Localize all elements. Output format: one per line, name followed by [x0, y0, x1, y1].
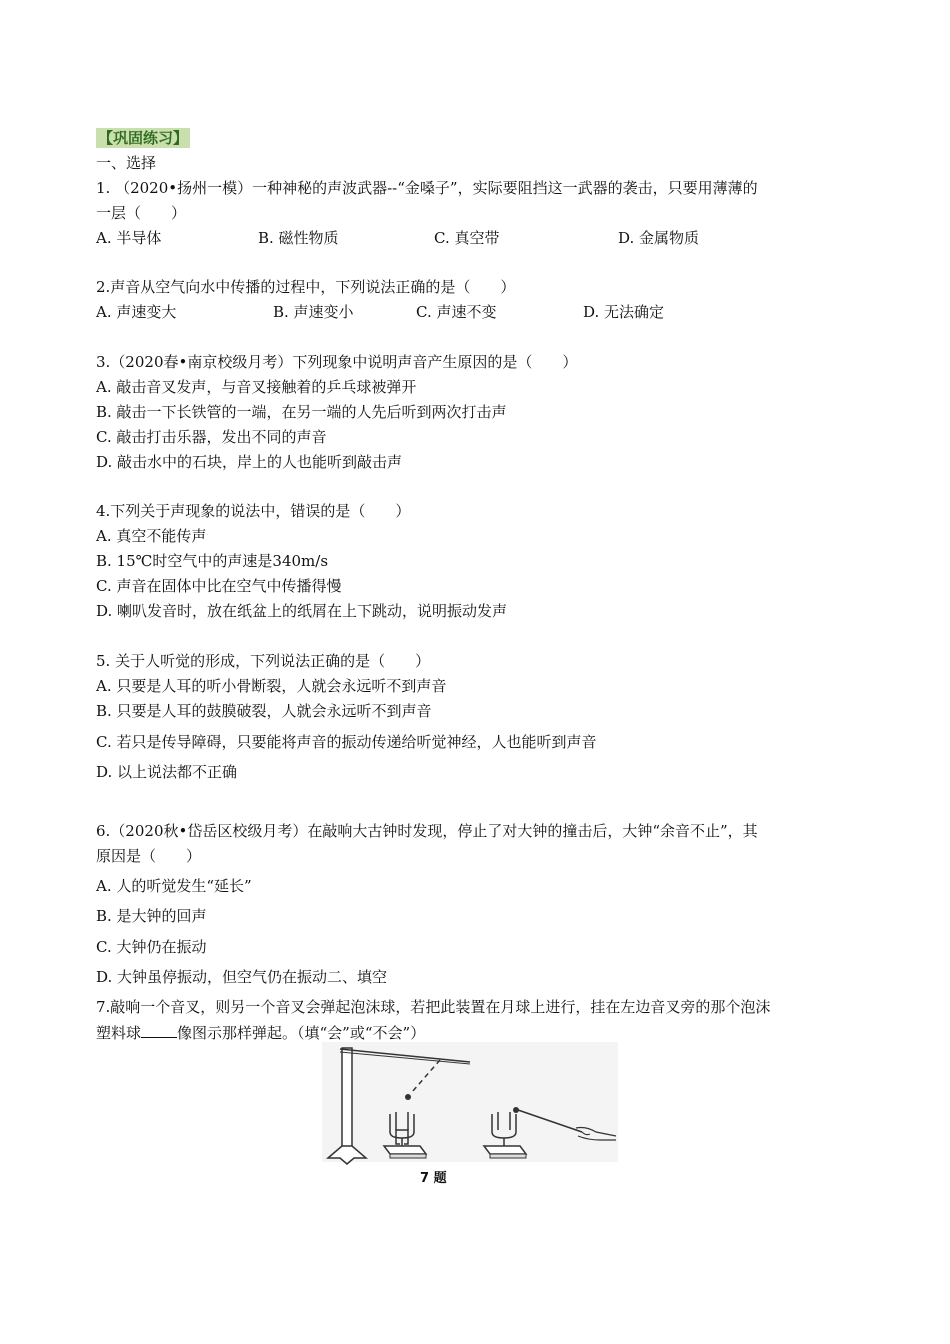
q3-option-d: D. 敲击水中的石块，岸上的人也能听到敲击声	[96, 453, 403, 471]
left-fork-base-side	[390, 1154, 426, 1158]
q1-option-b: B. 磁性物质	[258, 229, 339, 247]
q2-option-d: D. 无法确定	[583, 303, 665, 321]
q5-option-b: B. 只要是人耳的鼓膜破裂，人就会永远听不到声音	[96, 702, 432, 720]
q4-option-b: B. 15℃时空气中的声速是340m/s	[96, 552, 329, 570]
q7-answer-blank[interactable]	[141, 1022, 177, 1038]
q5-option-c: C. 若只是传导障碍，只要能将声音的振动传递给听觉神经，人也能听到声音	[96, 733, 597, 751]
section-choice: 一、选择	[96, 154, 157, 172]
left-fork-base	[384, 1146, 426, 1154]
q2-option-c: C. 声速不变	[416, 303, 497, 321]
q6-stem-line2: 原因是（ ）	[96, 847, 202, 865]
q6-stem-line1: 6.（2020秋•岱岳区校级月考）在敲响大古钟时发现，停止了对大钟的撞击后，大钟“余音不止”，其	[96, 822, 758, 840]
q2-stem: 2.声音从空气向水中传播的过程中，下列说法正确的是（ ）	[96, 278, 516, 296]
q5-stem: 5. 关于人听觉的形成，下列说法正确的是（ ）	[96, 652, 431, 670]
q1-stem-line1: 1. （2020•扬州一模）一种神秘的声波武器--“金嗓子”，实际要阻挡这一武器的袭击，只要用薄薄的	[96, 179, 758, 197]
q7-stem-line1: 7.敲响一个音叉，则另一个音叉会弹起泡沫球，若把此装置在月球上进行，挂在左边音叉旁的那个泡沫	[96, 998, 771, 1016]
q5-option-d: D. 以上说法都不正确	[96, 763, 238, 781]
foam-ball-left	[405, 1094, 411, 1100]
q3-option-a: A. 敲击音叉发声，与音叉接触着的乒乓球被弹开	[96, 378, 417, 396]
q6-option-c: C. 大钟仍在振动	[96, 938, 207, 956]
q2-option-a: A. 声速变大	[96, 303, 177, 321]
right-fork-base-side	[490, 1154, 526, 1158]
q4-option-a: A. 真空不能传声	[96, 527, 207, 545]
q4-stem: 4.下列关于声现象的说法中，错误的是（ ）	[96, 502, 411, 520]
figure-caption: 7 题	[420, 1171, 447, 1186]
q6-option-d: D. 大钟虽停振动，但空气仍在振动二、填空	[96, 968, 388, 986]
q6-option-a: A. 人的听觉发生“延长”	[96, 877, 252, 895]
q3-stem: 3.（2020春•南京校级月考）下列现象中说明声音产生原因的是（ ）	[96, 353, 578, 371]
stand-pole	[342, 1048, 352, 1152]
right-fork-base	[484, 1146, 526, 1154]
q5-option-a: A. 只要是人耳的听小骨断裂，人就会永远听不到声音	[96, 677, 447, 695]
practice-heading: 【巩固练习】	[98, 129, 189, 147]
q2-option-b: B. 声速变小	[273, 303, 354, 321]
q6-option-b: B. 是大钟的回声	[96, 907, 207, 925]
q7-stem-line2-pre: 塑料球	[96, 1024, 142, 1042]
q1-option-a: A. 半导体	[96, 229, 162, 247]
q1-option-d: D. 金属物质	[618, 229, 700, 247]
tuning-fork-figure	[320, 1040, 620, 1188]
q4-option-d: D. 喇叭发音时，放在纸盆上的纸屑在上下跳动，说明振动发声	[96, 602, 508, 620]
q4-option-c: C. 声音在固体中比在空气中传播得慢	[96, 577, 342, 595]
q3-option-b: B. 敲击一下长铁管的一端，在另一端的人先后听到两次打击声	[96, 403, 507, 421]
figure-background	[322, 1042, 618, 1162]
q1-stem-line2: 一层（ ）	[96, 204, 187, 222]
q1-option-c: C. 真空带	[434, 229, 500, 247]
q3-option-c: C. 敲击打击乐器，发出不同的声音	[96, 428, 327, 446]
q7-stem-line2-post: 像图示那样弹起。（填“会”或“不会”）	[177, 1024, 426, 1042]
